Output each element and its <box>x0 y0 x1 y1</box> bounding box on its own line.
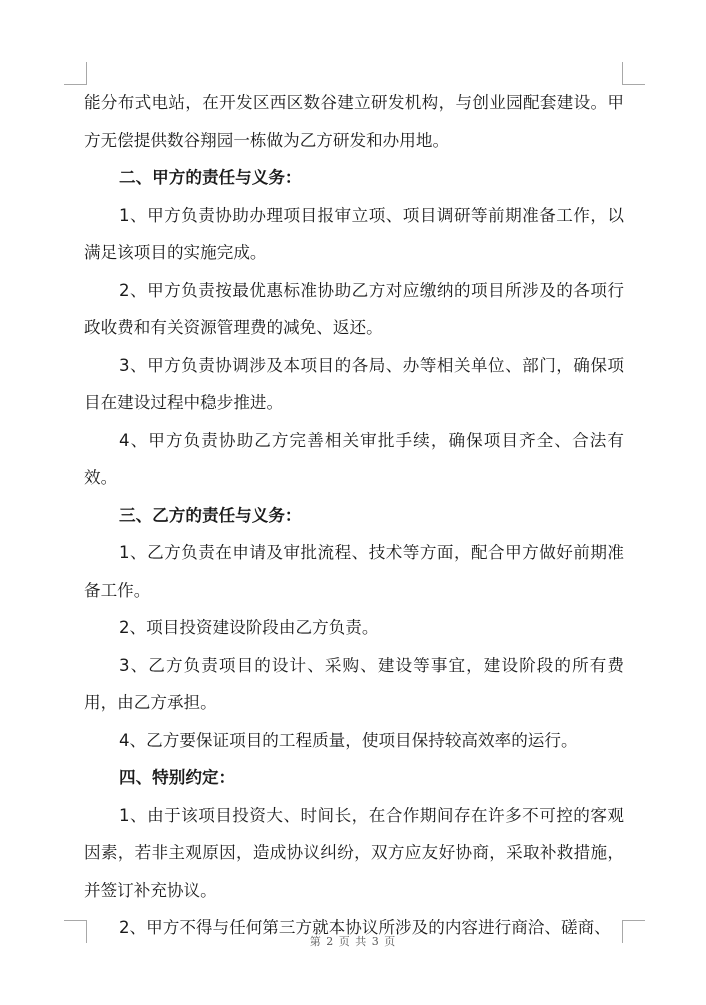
section-heading-3: 三、乙方的责任与义务： <box>119 505 302 525</box>
clause-4-1: 1、由于该项目投资大、时间长，在合作期间存在许多不可控的客观因素，若非主观原因，造成协议纠纷，双方应友好协商，采取补救措施，并签订补充协议。 <box>84 805 624 900</box>
clause-4-2: 2、甲方不得与任何第三方就本协议所涉及的内容进行商洽、磋商、 <box>119 918 611 937</box>
paragraph-continued: 能分布式电站，在开发区西区数谷建立研发机构，与创业园配套建设。甲方无偿提供数谷翔园一栋做为乙方研发和办用地。 <box>84 93 624 150</box>
clause-3-4: 4、乙方要保证项目的工程质量，使项目保持较高效率的运行。 <box>119 730 578 750</box>
clause-3-2: 2、项目投资建设阶段由乙方负责。 <box>119 618 379 637</box>
clause-2-2: 2、甲方负责按最优惠标准协助乙方对应缴纳的项目所涉及的各项行政收费和有关资源管理费的减免、返还。 <box>84 280 624 337</box>
clause-3-1: 1、乙方负责在申请及审批流程、技术等方面，配合甲方做好前期准备工作。 <box>84 543 624 600</box>
section-heading-4: 四、特别约定： <box>119 768 236 787</box>
clause-2-4: 4、甲方负责协助乙方完善相关审批手续，确保项目齐全、合法有效。 <box>84 430 624 487</box>
crop-mark-top-right <box>622 62 645 85</box>
clause-3-3: 3、乙方负责项目的设计、采购、建设等事宜，建设阶段的所有费用，由乙方承担。 <box>84 655 624 712</box>
page-number-footer: 第 2 页 共 3 页 <box>309 935 397 948</box>
crop-mark-top-left <box>64 62 87 85</box>
document-body <box>84 84 624 947</box>
clause-2-1: 1、甲方负责协助办理项目报审立项、项目调研等前期准备工作，以满足该项目的实施完成。 <box>84 205 624 262</box>
clause-2-3: 3、甲方负责协调涉及本项目的各局、办等相关单位、部门，确保项目在建设过程中稳步推进。 <box>84 355 624 412</box>
section-heading-2: 二、甲方的责任与义务： <box>119 168 302 187</box>
